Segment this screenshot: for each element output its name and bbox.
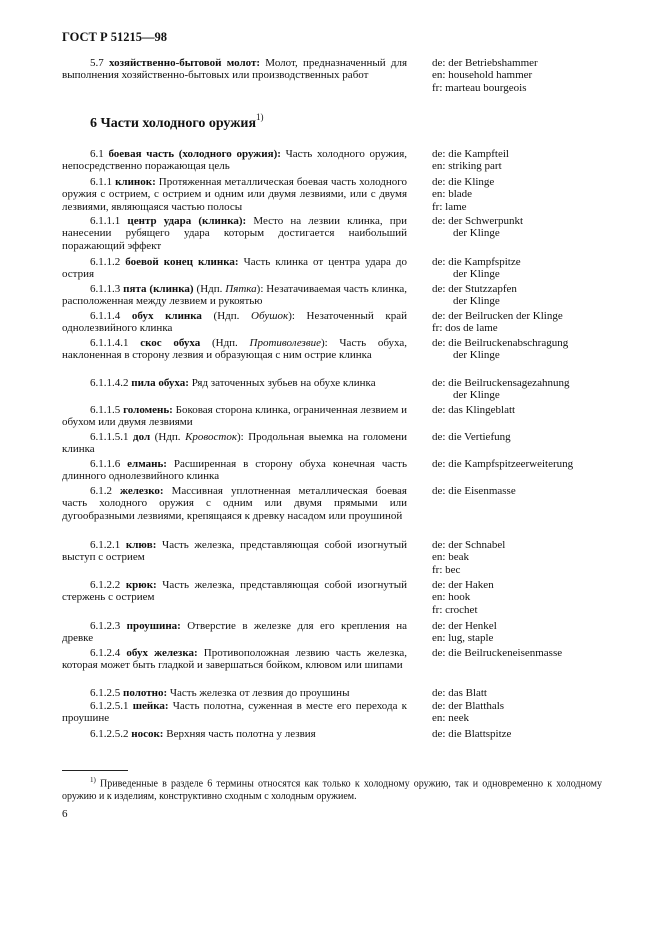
entry-definition: ): Незатачиваемая часть клинка, расположенная между лезвием и рукоятью bbox=[62, 283, 408, 308]
foreign-equivalents bbox=[432, 57, 538, 94]
foreign-equivalents bbox=[432, 256, 521, 281]
foreign-equivalents bbox=[432, 700, 504, 725]
term-entry bbox=[62, 687, 407, 699]
entry-term: хозяйственно-бытовой молот: bbox=[109, 57, 261, 69]
foreign-equivalents bbox=[432, 647, 562, 659]
entry-term: железко: bbox=[120, 485, 164, 497]
foreign-equivalent: der Klinge bbox=[453, 227, 500, 240]
section-title: 6 Части холодного оружия bbox=[90, 116, 257, 131]
entry-term: клюв: bbox=[125, 539, 157, 551]
foreign-equivalents bbox=[432, 728, 511, 740]
foreign-equivalent: fr: marteau bourgeois bbox=[432, 81, 527, 94]
foreign-equivalent: en: hook bbox=[432, 591, 471, 604]
entry-number: 6.1 bbox=[90, 148, 104, 160]
foreign-equivalent: de: der Stutzzapfen bbox=[432, 283, 517, 295]
entry-number: 6.1.1.6 bbox=[90, 458, 121, 470]
entry-number: 6.1.1.3 bbox=[90, 283, 121, 295]
entry-number: 6.1.2.3 bbox=[90, 620, 121, 632]
entry-definition: Протяженная металлическая боевая часть холодного оружия с острием, с острием и одним или двумя лезвиями, или с двумя лезвиями, являющаяся частью полосы bbox=[62, 176, 407, 213]
foreign-equivalents bbox=[432, 176, 494, 213]
foreign-equivalent: fr: dos de lame bbox=[432, 322, 498, 335]
term-entry bbox=[62, 377, 407, 389]
foreign-equivalent: de: die Beilruckeneisenmasse bbox=[432, 647, 563, 659]
term-entry bbox=[62, 647, 407, 672]
entry-term: елмань: bbox=[127, 458, 167, 470]
page-number: 6 bbox=[62, 808, 68, 820]
entry-term: дол bbox=[133, 431, 151, 443]
entry-definition: Часть железка, представляющая собой изогнутый выступ с острием bbox=[62, 539, 408, 564]
foreign-equivalents bbox=[432, 148, 509, 173]
foreign-equivalent: en: household hammer bbox=[432, 69, 533, 82]
entry-deprecated-term: Противолезвие bbox=[249, 337, 321, 349]
entry-deprecated-term: Кровосток bbox=[185, 431, 237, 443]
term-entry bbox=[62, 57, 407, 82]
foreign-equivalent: de: die Beilruckenabschragung bbox=[432, 337, 569, 349]
entry-definition: Место на лезвии клинка, при нанесении рубящего удара которым достигается наибольший поражающий эффект bbox=[62, 215, 407, 252]
term-entry bbox=[62, 700, 407, 725]
entry-number: 6.1.1.5.1 bbox=[90, 431, 129, 443]
foreign-equivalents bbox=[432, 283, 517, 308]
term-entry bbox=[62, 283, 407, 308]
entry-number: 6.1.2.5.1 bbox=[90, 700, 129, 712]
entry-term: носок: bbox=[131, 728, 164, 740]
foreign-equivalent: de: das Blatt bbox=[432, 687, 487, 699]
entry-number: 6.1.1.5 bbox=[90, 404, 121, 416]
entry-deprecated-term: Пятка bbox=[225, 283, 257, 295]
entry-note-prefix: (Ндп. bbox=[193, 283, 226, 295]
entry-definition: Часть клинка от центра удара до острия bbox=[62, 256, 408, 281]
entry-number: 6.1.1 bbox=[90, 176, 112, 188]
entry-term: пила обуха: bbox=[131, 377, 189, 389]
foreign-equivalent: de: die Vertiefung bbox=[432, 431, 511, 443]
foreign-equivalent: de: die Beilruckensagezahnung bbox=[432, 377, 570, 389]
entry-definition: Молот, предназначенный для выполнения хозяйственно-бытовых или производственных работ bbox=[62, 57, 408, 82]
term-entry bbox=[62, 256, 407, 281]
term-entry bbox=[62, 176, 407, 213]
entry-definition: Верхняя часть полотна у лезвия bbox=[163, 728, 316, 740]
entry-definition: ): Незаточенный край однолезвийного клинка bbox=[62, 310, 408, 335]
entry-note-prefix: (Ндп. bbox=[200, 337, 250, 349]
entry-definition: Массивная уплотненная металлическая боевая часть холодного оружия с одним или двумя прямыми или дугообразными лезвиями, крепящаяся к древку насадом или проушиной bbox=[62, 485, 407, 522]
entry-term: пята (клинка) bbox=[123, 283, 194, 295]
entry-number: 6.1.2 bbox=[90, 485, 112, 497]
foreign-equivalent: de: die Kampfteil bbox=[432, 148, 509, 160]
entry-definition: Боковая сторона клинка, ограниченная лезвием и обухом или двумя лезвиями bbox=[62, 404, 407, 429]
entry-definition: Ряд заточенных зубьев на обухе клинка bbox=[188, 377, 376, 389]
foreign-equivalent: en: neek bbox=[432, 712, 469, 725]
term-entry bbox=[62, 579, 407, 604]
term-entry bbox=[62, 148, 407, 173]
foreign-equivalent: de: die Klinge bbox=[432, 176, 495, 188]
entry-term: крюк: bbox=[125, 579, 157, 591]
entry-definition: Часть холодного оружия, непосредственно поражающая цель bbox=[62, 148, 408, 173]
term-entry bbox=[62, 404, 407, 429]
foreign-equivalent: de: der Schwerpunkt bbox=[432, 215, 524, 227]
term-entry bbox=[62, 728, 407, 740]
entry-definition: ): Продольная выемка на голомени клинка bbox=[62, 431, 407, 456]
foreign-equivalent: de: die Kampfspitze bbox=[432, 256, 521, 268]
entry-term: центр удара (клинка): bbox=[127, 215, 247, 227]
foreign-equivalents bbox=[432, 687, 487, 699]
foreign-equivalents bbox=[432, 485, 516, 497]
entry-number: 6.1.1.1 bbox=[90, 215, 121, 227]
foreign-equivalent: en: blade bbox=[432, 188, 473, 201]
entry-term: боевая часть (холодного оружия): bbox=[108, 148, 281, 160]
entry-number: 6.1.2.5.2 bbox=[90, 728, 129, 740]
foreign-equivalents bbox=[432, 215, 523, 240]
foreign-equivalent: en: lug, staple bbox=[432, 632, 494, 645]
entry-term: обух клинка bbox=[131, 310, 202, 322]
foreign-equivalent: de: der Henkel bbox=[432, 620, 497, 632]
entry-term: боевой конец клинка: bbox=[125, 256, 239, 268]
entry-deprecated-term: Обушок bbox=[251, 310, 289, 322]
term-entry bbox=[62, 620, 407, 645]
foreign-equivalent: der Klinge bbox=[453, 389, 500, 402]
entry-number: 5.7 bbox=[90, 57, 104, 69]
foreign-equivalent: de: der Schnabel bbox=[432, 539, 506, 551]
term-entry bbox=[62, 431, 407, 456]
footnote bbox=[62, 774, 602, 803]
entry-term: проушина: bbox=[126, 620, 181, 632]
foreign-equivalents bbox=[432, 458, 573, 470]
entry-number: 6.1.1.4 bbox=[90, 310, 121, 322]
entry-number: 6.1.2.2 bbox=[90, 579, 121, 591]
foreign-equivalent: der Klinge bbox=[453, 268, 500, 281]
entry-term: голомень: bbox=[123, 404, 173, 416]
entry-note-prefix: (Ндп. bbox=[150, 431, 186, 443]
foreign-equivalent: der Klinge bbox=[453, 295, 500, 308]
entry-definition: Отверстие в железке для его крепления на древке bbox=[62, 620, 407, 645]
term-entry bbox=[62, 310, 407, 335]
entry-definition: Противоположная лезвию часть железка, которая может быть гладкой и завершаться бойком, клювом или шипами bbox=[62, 647, 408, 672]
footnote-text: Приведенные в разделе 6 термины относятся как только к холодному оружию, так и одновременно к холодному оружию и к изделиям, конструктивно сходным с холодным оружием. bbox=[62, 778, 602, 803]
foreign-equivalent: de: der Beilrucken der Klinge bbox=[432, 310, 563, 322]
foreign-equivalent: fr: lame bbox=[432, 200, 467, 213]
section-heading bbox=[90, 112, 264, 132]
entry-term: клинок: bbox=[115, 176, 156, 188]
entry-number: 6.1.2.5 bbox=[90, 687, 121, 699]
term-entry bbox=[62, 215, 407, 252]
entry-term: скос обуха bbox=[140, 337, 201, 349]
term-entry bbox=[62, 337, 407, 362]
foreign-equivalent: de: der Blatthals bbox=[432, 700, 505, 712]
foreign-equivalent: de: der Haken bbox=[432, 579, 494, 591]
entry-number: 6.1.1.2 bbox=[90, 256, 121, 268]
foreign-equivalents bbox=[432, 310, 563, 335]
entry-term: шейка: bbox=[132, 700, 169, 712]
term-entry bbox=[62, 539, 407, 564]
entry-number: 6.1.2.4 bbox=[90, 647, 121, 659]
foreign-equivalent: en: striking part bbox=[432, 160, 502, 173]
foreign-equivalents bbox=[432, 620, 497, 645]
foreign-equivalents bbox=[432, 539, 505, 576]
term-entry bbox=[62, 458, 407, 483]
footnote-marker: 1) bbox=[256, 112, 264, 122]
foreign-equivalent: de: der Betriebshammer bbox=[432, 57, 538, 69]
foreign-equivalent: fr: bec bbox=[432, 563, 461, 576]
foreign-equivalents bbox=[432, 337, 568, 362]
footnote-divider bbox=[62, 770, 128, 771]
foreign-equivalents bbox=[432, 579, 494, 616]
foreign-equivalents bbox=[432, 404, 515, 416]
entry-term: полотно: bbox=[123, 687, 168, 699]
foreign-equivalent: de: die Blattspitze bbox=[432, 728, 512, 740]
entry-definition: Часть железка от лезвия до проушины bbox=[167, 687, 350, 699]
entry-number: 6.1.1.4.1 bbox=[90, 337, 129, 349]
foreign-equivalent: de: die Eisenmasse bbox=[432, 485, 516, 497]
entry-definition: Часть железка, представляющая собой изогнутый стержень с острием bbox=[62, 579, 407, 604]
footnote-mark: 1) bbox=[90, 776, 96, 784]
term-entry bbox=[62, 485, 407, 522]
entry-number: 6.1.2.1 bbox=[90, 539, 121, 551]
entry-number: 6.1.1.4.2 bbox=[90, 377, 129, 389]
document-header: ГОСТ Р 51215—98 bbox=[62, 30, 168, 44]
foreign-equivalents bbox=[432, 377, 569, 402]
foreign-equivalent: der Klinge bbox=[453, 349, 500, 362]
entry-definition: ): Часть обуха, наклоненная в сторону лезвия и образующая с ним острие клинка bbox=[62, 337, 407, 362]
foreign-equivalent: de: das Klingeblatt bbox=[432, 404, 516, 416]
entry-term: обух железка: bbox=[126, 647, 198, 659]
foreign-equivalent: de: die Kampfspitzeerweiterung bbox=[432, 458, 574, 470]
foreign-equivalent: en: beak bbox=[432, 551, 469, 564]
entry-note-prefix: (Ндп. bbox=[201, 310, 252, 322]
entry-definition: Расширенная в сторону обуха конечная часть длинного однолезвийного клинка bbox=[62, 458, 408, 483]
foreign-equivalents bbox=[432, 431, 511, 443]
foreign-equivalent: fr: crochet bbox=[432, 603, 478, 616]
entry-definition: Часть полотна, суженная в месте его перехода к проушине bbox=[62, 700, 407, 725]
